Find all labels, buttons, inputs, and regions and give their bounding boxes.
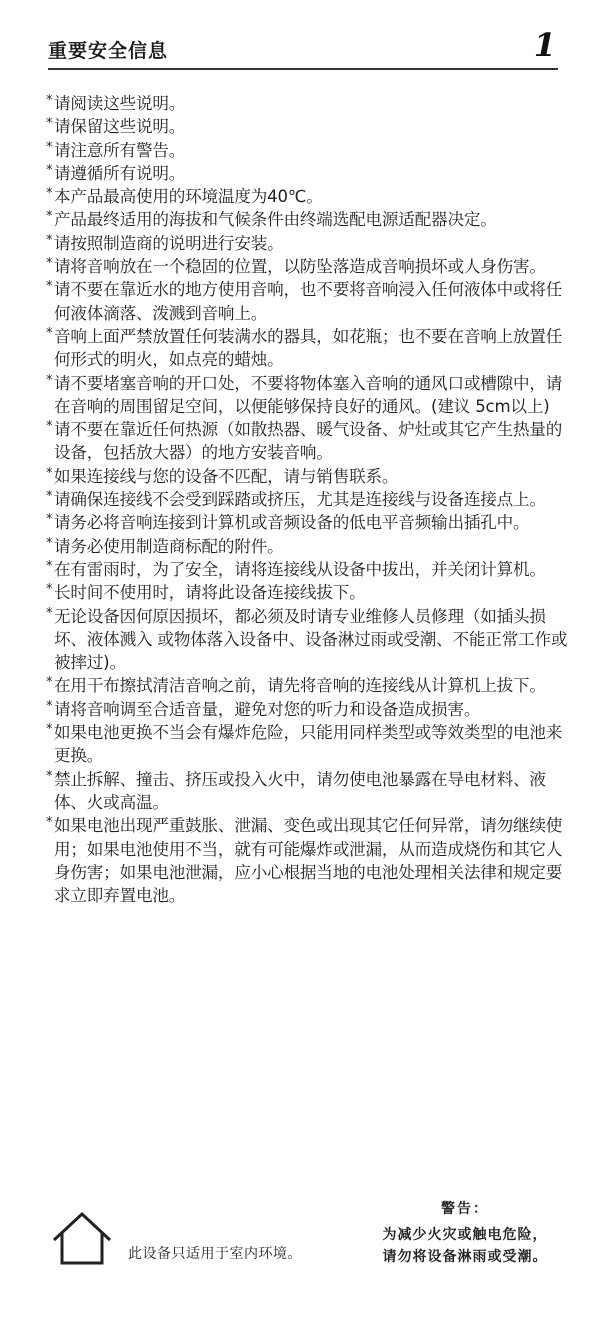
notice-item [46,581,568,604]
notice-item [46,721,568,768]
notice-text: 请将音响放在一个稳固的位置，以防坠落造成音响损坏或人身伤害。 [54,257,546,277]
notice-item [46,605,568,675]
notice-item [46,325,568,372]
bullet-asterisk: * [46,558,53,574]
header-divider [48,68,558,70]
bullet-asterisk: * [46,419,53,435]
bullet-asterisk: * [46,139,53,155]
warning-title: 警告： [441,1201,489,1217]
bullet-asterisk: * [46,256,53,272]
notice-text: 如果电池更换不当会有爆炸危险，只能用同样类型或等效类型的电池来更换。 [54,723,563,766]
notice-text: 请确保连接线不会受到踩踏或挤压，尤其是连接线与设备连接点上。 [54,490,546,510]
page-title: 重要安全信息 [48,40,169,62]
bullet-asterisk: * [46,209,53,225]
notice-item [46,255,568,278]
notice-text: 请遵循所有说明。 [54,163,186,183]
notice-item [46,162,568,185]
notice-text: 本产品最高使用的环境温度为40℃。 [54,187,323,207]
warning-line-2: 请勿将设备淋雨或受潮。 [382,1249,548,1265]
notice-item [46,674,568,697]
notice-item [46,465,568,488]
notice-text: 在有雷雨时，为了安全，请将连接线从设备中拔出，并关闭计算机。 [54,559,546,579]
page-header [48,26,558,70]
indoor-use-text: 此设备只适用于室内环境。 [128,1246,302,1262]
safety-notice-list [46,92,568,907]
notice-text: 产品最终适用的海拔和气候条件由终端选配电源适配器决定。 [54,210,497,230]
notice-text: 请务必将音响连接到计算机或音频设备的低电平音频输出插孔中。 [54,513,530,533]
bullet-asterisk: * [46,232,53,248]
bullet-asterisk: * [46,605,53,621]
bullet-asterisk: * [46,489,53,505]
notice-text: 请不要在靠近水的地方使用音响，也不要将音响浸入任何液体中或将任何液体滴落、泼溅到音响上。 [54,280,563,323]
bullet-asterisk: * [46,675,53,691]
notice-text: 请阅读这些说明。 [54,94,186,113]
bullet-asterisk: * [46,582,53,598]
notice-item [46,488,568,511]
notice-text: 请将音响调至合适音量，避免对您的听力和设备造成损害。 [54,699,481,719]
notice-item [46,278,568,325]
notice-text: 请不要在靠近任何热源（如散热器、暖气设备、炉灶或其它产生热量的设备，包括放大器）的地方安装音响。 [54,420,563,463]
bullet-asterisk: * [46,722,53,738]
bullet-asterisk: * [46,162,53,178]
notice-text: 在用干布擦拭清洁音响之前，请先将音响的连接线从计算机上拔下。 [54,676,546,696]
notice-text: 请按照制造商的说明进行安装。 [54,233,284,253]
notice-item [46,139,568,162]
warning-block [358,1198,572,1268]
bullet-asterisk: * [46,325,53,341]
page-number: 1 [533,26,556,64]
notice-item [46,511,568,534]
bullet-asterisk: * [46,512,53,528]
notice-item [46,418,568,465]
warning-line-1: 为减少火灾或触电危险， [382,1227,548,1243]
bullet-asterisk: * [46,186,53,202]
bullet-asterisk: * [46,465,53,481]
notice-item [46,92,568,115]
notice-text: 请注意所有警告。 [54,140,186,160]
notice-text: 长时间不使用时，请将此设备连接线拔下。 [54,583,366,603]
bullet-asterisk: * [46,698,53,714]
notice-item [46,698,568,721]
notice-item [46,372,568,419]
bullet-asterisk: * [46,279,53,295]
notice-item [46,535,568,558]
notice-text: 如果电池出现严重鼓胀、泄漏、变色或出现其它任何异常，请勿继续使用；如果电池使用不当，就有可能爆炸或泄漏，从而造成烧伤和其它人身伤害；如果电池泄漏，应小心根据当地的电池处理相关法律和规定要求立即弃置电池。 [54,816,563,906]
bullet-asterisk: * [46,535,53,551]
bullet-asterisk: * [46,372,53,388]
notice-item [46,232,568,255]
notice-text: 禁止拆解、撞击、挤压或投入火中，请勿使电池暴露在导电材料、液体、火或高温。 [54,769,546,812]
notice-text: 请务必使用制造商标配的附件。 [54,536,284,556]
bullet-asterisk: * [46,815,53,831]
bullet-asterisk: * [46,93,53,108]
bullet-asterisk: * [46,116,53,132]
notice-text: 请保留这些说明。 [54,117,186,137]
house-icon [50,1210,114,1266]
notice-item [46,185,568,208]
notice-item [46,115,568,138]
notice-item [46,208,568,231]
notice-text: 无论设备因何原因损坏，都必须及时请专业维修人员修理（如插头损坏、液体溅入 或物体落入设备中、设备淋过雨或受潮、不能正常工作或被摔过)。 [54,606,568,673]
notice-item [46,558,568,581]
notice-item [46,768,568,815]
notice-item [46,814,568,907]
bullet-asterisk: * [46,768,53,784]
notice-text: 音响上面严禁放置任何装满水的器具，如花瓶；也不要在音响上放置任何形式的明火，如点亮的蜡烛。 [54,326,563,370]
notice-text: 如果连接线与您的设备不匹配，请与销售联系。 [54,466,399,486]
notice-text: 请不要堵塞音响的开口处，不要将物体塞入音响的通风口或槽隙中，请在音响的周围留足空间，以便能够保持良好的通风。(建议 5cm以上) [54,373,563,416]
